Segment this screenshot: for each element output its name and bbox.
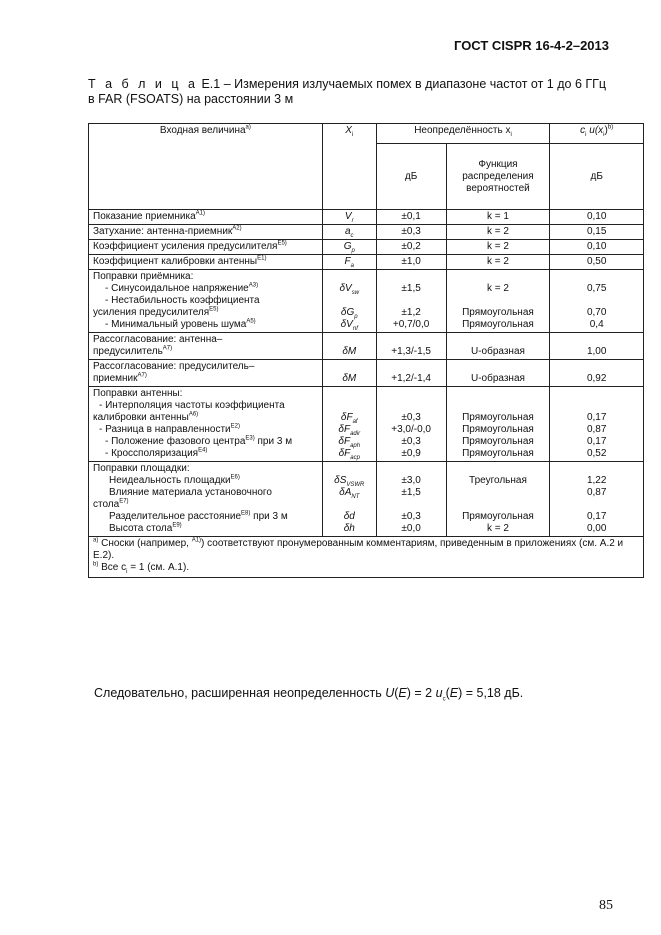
- expanded-uncertainty-text: [94, 686, 524, 703]
- note-a-sup: a): [93, 537, 99, 544]
- head-cu-end: ): [604, 125, 608, 136]
- g3-b: [93, 373, 318, 385]
- g1-s3-sub: nf: [352, 326, 358, 332]
- table-row: [89, 225, 644, 240]
- head-input: [89, 124, 323, 210]
- g4-s1: [327, 412, 372, 424]
- g5-r3: [93, 511, 318, 523]
- g5-c3: 0,17: [586, 511, 607, 522]
- table-row-group-site: [89, 462, 644, 537]
- row-cu: 0,15: [550, 225, 644, 240]
- g2-cu-cell: [550, 333, 644, 360]
- result-t4: E: [398, 686, 407, 700]
- g1-s3: [327, 319, 372, 331]
- g1-u1: ±1,5: [401, 283, 421, 294]
- head-xi-sub: i: [351, 132, 354, 138]
- g3-cu-cell: [550, 360, 644, 387]
- note-b-text-1: Все c: [98, 562, 127, 573]
- g5-r3-tail: при 3 м: [250, 511, 288, 522]
- g4-s3-sub: aph: [350, 443, 361, 449]
- g3-sym: δM: [342, 373, 357, 384]
- row-sym: [322, 225, 376, 240]
- note-b-sub: i: [126, 569, 128, 575]
- row-unc: ±1,0: [376, 255, 446, 270]
- table-head-row-1: [89, 124, 644, 144]
- g5-s2-text: δA: [339, 487, 352, 498]
- g1-dist: [446, 270, 550, 333]
- sym-text: a: [344, 226, 351, 237]
- g1-names: [89, 270, 323, 333]
- head-xi: [322, 124, 376, 210]
- g1-u3: +0,7/0,0: [392, 319, 430, 330]
- row-name: [89, 210, 323, 225]
- result-t2: U: [385, 686, 395, 700]
- g5-unc: [376, 462, 446, 537]
- row-cu: 0,50: [550, 255, 644, 270]
- g4-r3-tail: при 3 м: [254, 436, 293, 447]
- note-a-text-1: Сноски (например,: [98, 538, 192, 549]
- head-cu-tail: u(x: [586, 125, 604, 136]
- head-cu-sub2: i: [603, 132, 605, 138]
- g5-s1-text: δS: [334, 475, 347, 486]
- note-b: [93, 562, 639, 574]
- g5-dist: [446, 462, 550, 537]
- g3-sym-cell: [322, 360, 376, 387]
- g5-names: [89, 462, 323, 537]
- g4-s3: [327, 436, 372, 448]
- g5-r1-sup: E6): [230, 474, 240, 481]
- g5-d3: Прямоугольная: [462, 511, 534, 522]
- row-name-text: Показание приемника: [93, 211, 196, 222]
- row-sym: [322, 210, 376, 225]
- g3-unc-cell: [376, 360, 446, 387]
- head-unc-label: Неопределённость x: [414, 125, 511, 136]
- table-row: [89, 255, 644, 270]
- row-name-text: Коэффициент усиления предусилителя: [93, 241, 278, 252]
- g4-u2: +3,0/-0,0: [391, 424, 431, 435]
- g5-cu: [550, 462, 644, 537]
- head-unc: [376, 124, 550, 144]
- g1-s2: [327, 307, 372, 319]
- g4-u3: ±0,3: [401, 436, 421, 447]
- g4-s2-text: δF: [338, 424, 351, 435]
- note-a: [93, 538, 639, 562]
- g3-b-text: приемник: [93, 373, 138, 384]
- g1-r1-text: - Синусоидальное напряжение: [105, 283, 249, 294]
- g4-r4-sup: E4): [198, 447, 208, 454]
- g1-r2b-text: усиления предусилителя: [93, 307, 210, 318]
- g1-s3-text: δV: [340, 319, 353, 330]
- g5-u1: ±3,0: [401, 475, 421, 486]
- row-sym: [322, 240, 376, 255]
- head-input-label: Входная величина: [159, 125, 246, 136]
- sym-sub: p: [351, 248, 355, 254]
- table-notes: [89, 537, 644, 578]
- g1-d1: k = 2: [486, 283, 509, 294]
- g4-r2-sup: E2): [230, 423, 240, 430]
- g1-syms: [322, 270, 376, 333]
- g4-s2-sub: adir: [350, 431, 361, 437]
- g3-a: Рассогласование: предусилитель–: [93, 361, 255, 372]
- g1-c1: 0,75: [586, 283, 607, 294]
- g1-r2b: [93, 307, 318, 319]
- g2-dist-cell: [446, 333, 550, 360]
- g5-r1: [93, 475, 318, 487]
- g5-syms: [322, 462, 376, 537]
- g1-s1: [327, 283, 372, 295]
- g2-b: [93, 346, 318, 358]
- row-sup: E5): [277, 240, 287, 247]
- g5-u2: ±1,5: [401, 487, 421, 498]
- g5-s2: [327, 487, 372, 499]
- row-dist: k = 2: [446, 225, 550, 240]
- g2-sym: δM: [342, 346, 357, 357]
- g5-r3-sup: E8): [241, 510, 251, 517]
- g1-s2-sub: p: [354, 314, 358, 320]
- g5-r4-sup: E9): [172, 522, 182, 529]
- g4-title: Поправки антенны:: [93, 388, 183, 399]
- result-t9: E: [449, 686, 459, 700]
- g5-title: Поправки площадки:: [93, 463, 190, 474]
- g2-cu: 1,00: [586, 346, 607, 357]
- g4-r3: [93, 436, 318, 448]
- result-t5: ) = 2: [406, 686, 436, 700]
- g4-c2: 0,87: [586, 424, 607, 435]
- g5-r2-sup: E7): [119, 498, 129, 505]
- g4-names: [89, 387, 323, 462]
- g5-d1: Треугольная: [469, 475, 527, 486]
- g4-s4: [327, 448, 372, 460]
- head-cu-sup: b): [607, 124, 614, 131]
- row-dist: k = 2: [446, 255, 550, 270]
- g5-r2b: [93, 499, 318, 511]
- g4-d3: Прямоугольная: [462, 436, 534, 447]
- head-db: дБ: [376, 144, 446, 210]
- g1-u2: ±1,2: [401, 307, 421, 318]
- result-t3: (: [394, 686, 399, 700]
- g5-d4: k = 2: [486, 523, 509, 534]
- g3-name: [89, 360, 323, 387]
- table-row-group-antenna: [89, 387, 644, 462]
- g1-r1: [93, 283, 318, 295]
- g5-c2: 0,87: [586, 487, 607, 498]
- g4-r2: [93, 424, 318, 436]
- table-row-group-receiver: [89, 270, 644, 333]
- head-cu-sub: i: [585, 132, 587, 138]
- g1-d2: Прямоугольная: [462, 307, 534, 318]
- result-t10: ) = 5,18 дБ.: [458, 686, 524, 700]
- g5-c1: 1,22: [586, 475, 607, 486]
- row-name: [89, 225, 323, 240]
- note-a-sup2: A1): [191, 537, 202, 544]
- sym-sub: r: [351, 218, 354, 224]
- g2-unc-cell: [376, 333, 446, 360]
- g1-r3-sup: A5): [246, 318, 256, 325]
- g1-c3: 0,4: [589, 319, 604, 330]
- row-name-text: Коэффициент калибровки антенны: [93, 256, 258, 267]
- g1-r2-sup: E5): [209, 306, 219, 313]
- table-notes-row: [89, 537, 644, 578]
- g2-sym-cell: [322, 333, 376, 360]
- g5-r2b-text: стола: [93, 499, 120, 510]
- document-header: ГОСТ CISPR 16-4-2–2013: [454, 38, 609, 53]
- g4-r1-sup: A6): [188, 411, 199, 418]
- table-row: [89, 210, 644, 225]
- sym-text: F: [344, 256, 351, 267]
- g2-name: [89, 333, 323, 360]
- g2-dist: U-образная: [470, 346, 525, 357]
- head-cu: [550, 124, 644, 144]
- table-row-mismatch-2: [89, 360, 644, 387]
- g5-u3: ±0,3: [401, 511, 421, 522]
- result-t7: c: [442, 696, 446, 703]
- sym-sub: c: [350, 233, 354, 239]
- g4-u4: ±0,9: [401, 448, 421, 459]
- g5-s3: δd: [343, 511, 355, 522]
- row-dist: k = 1: [446, 210, 550, 225]
- g4-d1: Прямоугольная: [462, 412, 534, 423]
- note-b-text-2: = 1 (см. A.1).: [127, 562, 190, 573]
- g5-s4: δh: [343, 523, 355, 534]
- g4-r4: [93, 448, 318, 460]
- g4-unc: [376, 387, 446, 462]
- g1-d3: Прямоугольная: [462, 319, 534, 330]
- g4-s3-text: δF: [338, 436, 351, 447]
- row-sup: A1): [195, 210, 205, 217]
- g4-r1b-text: калибровки антенны: [93, 412, 189, 423]
- g1-r3-text: - Минимальный уровень шума: [105, 319, 247, 330]
- g4-s1-text: δF: [340, 412, 353, 423]
- sym-text: G: [343, 241, 352, 252]
- g4-r2-text: - Разница в направленности: [99, 424, 231, 435]
- g4-r3-sup: E3): [245, 435, 255, 442]
- g4-syms: [322, 387, 376, 462]
- head-xi-label: X: [345, 125, 352, 136]
- row-unc: ±0,2: [376, 240, 446, 255]
- g2-u: +1,3/-1,5: [391, 346, 431, 357]
- g4-r4-text: - Кроссполяризация: [105, 448, 199, 459]
- g1-s1-sub: sw: [351, 290, 360, 296]
- head-unc-sub: i: [510, 132, 512, 138]
- caption-text-2: в FAR (FSOATS) на расстоянии 3 м: [88, 92, 294, 106]
- head-func: Функция распределения вероятностей: [446, 144, 550, 210]
- g4-cu: [550, 387, 644, 462]
- head-db2: дБ: [550, 144, 644, 210]
- table-row-mismatch-1: [89, 333, 644, 360]
- result-t8: (: [445, 686, 450, 700]
- table-row: [89, 240, 644, 255]
- g4-u1: ±0,3: [401, 412, 421, 423]
- g5-u4: ±0,0: [401, 523, 421, 534]
- row-sup: A2): [232, 225, 242, 232]
- g5-s1: [327, 475, 372, 487]
- g3-dist-cell: [446, 360, 550, 387]
- g5-r2a: Влияние материала установочного: [109, 487, 272, 498]
- g2-a: Рассогласование: антенна–: [93, 334, 223, 345]
- g4-s4-text: δF: [338, 448, 351, 459]
- caption-prefix: Т а б л и ц а: [88, 77, 198, 91]
- g5-r1-text: Неидеальность площадки: [109, 475, 231, 486]
- g1-s1-text: δV: [339, 283, 352, 294]
- g4-c3: 0,17: [586, 436, 607, 447]
- result-t1: Следовательно, расширенная неопределенность: [94, 686, 386, 700]
- note-b-sup: b): [93, 561, 99, 568]
- g4-dist: [446, 387, 550, 462]
- sym-text: V: [344, 211, 352, 222]
- g3-dist: U-образная: [470, 373, 525, 384]
- row-unc: ±0,3: [376, 225, 446, 240]
- row-sup: E1): [257, 255, 267, 262]
- g4-r1b: [93, 412, 318, 424]
- row-cu: 0,10: [550, 240, 644, 255]
- g4-d2: Прямоугольная: [462, 424, 534, 435]
- g5-r4: [93, 523, 318, 535]
- g1-r3: [93, 319, 318, 331]
- g4-d4: Прямоугольная: [462, 448, 534, 459]
- head-input-sup: a): [245, 124, 251, 131]
- g2-b-text: предусилитель: [93, 346, 163, 357]
- g3-sup: A7): [137, 372, 147, 379]
- g1-title: Поправки приёмника:: [93, 271, 194, 282]
- g5-r4-text: Высота стола: [109, 523, 173, 534]
- g4-s1-sub: af: [352, 419, 358, 425]
- g1-c2: 0,70: [586, 307, 607, 318]
- g5-c4: 0,00: [586, 523, 607, 534]
- g5-s1-sub: VSWR: [346, 482, 365, 488]
- g3-u: +1,2/-1,4: [391, 373, 431, 384]
- page-number: 85: [599, 898, 613, 913]
- row-sym: [322, 255, 376, 270]
- g4-r1a: - Интерполяция частоты коэффициента: [99, 400, 285, 411]
- result-t6: u: [435, 686, 443, 700]
- g1-r2a: - Нестабильность коэффициента: [105, 295, 260, 306]
- g1-s2-text: δG: [340, 307, 355, 318]
- g4-c1: 0,17: [586, 412, 607, 423]
- row-name-text: Затухание: антенна-приемник: [93, 226, 233, 237]
- caption-text-1: E.1 – Измерения излучаемых помех в диапазоне частот от 1 до 6 ГГц: [197, 77, 607, 91]
- g1-unc: [376, 270, 446, 333]
- row-name: [89, 240, 323, 255]
- g4-c4: 0,52: [586, 448, 607, 459]
- g1-cu: [550, 270, 644, 333]
- table-caption: [88, 77, 628, 107]
- uncertainty-table: [88, 123, 644, 578]
- row-cu: 0,10: [550, 210, 644, 225]
- g5-r3-text: Разделительное расстояние: [109, 511, 242, 522]
- g4-r3-text: - Положение фазового центра: [105, 436, 246, 447]
- sym-sub: a: [350, 263, 354, 269]
- g4-s4-sub: acp: [350, 455, 360, 461]
- row-name: [89, 255, 323, 270]
- g5-s2-sub: NT: [351, 494, 360, 500]
- head-cu-c: c: [580, 125, 586, 136]
- g3-cu: 0,92: [586, 373, 607, 384]
- row-unc: ±0,1: [376, 210, 446, 225]
- g4-s2: [327, 424, 372, 436]
- note-a-text-2: ) соответствуют пронумерованным комментариям, приведенным в приложениях (см. A.2 и E.2).: [93, 538, 624, 561]
- row-dist: k = 2: [446, 240, 550, 255]
- g2-sup: A7): [162, 345, 173, 352]
- g1-r1-sup: A3): [248, 282, 259, 289]
